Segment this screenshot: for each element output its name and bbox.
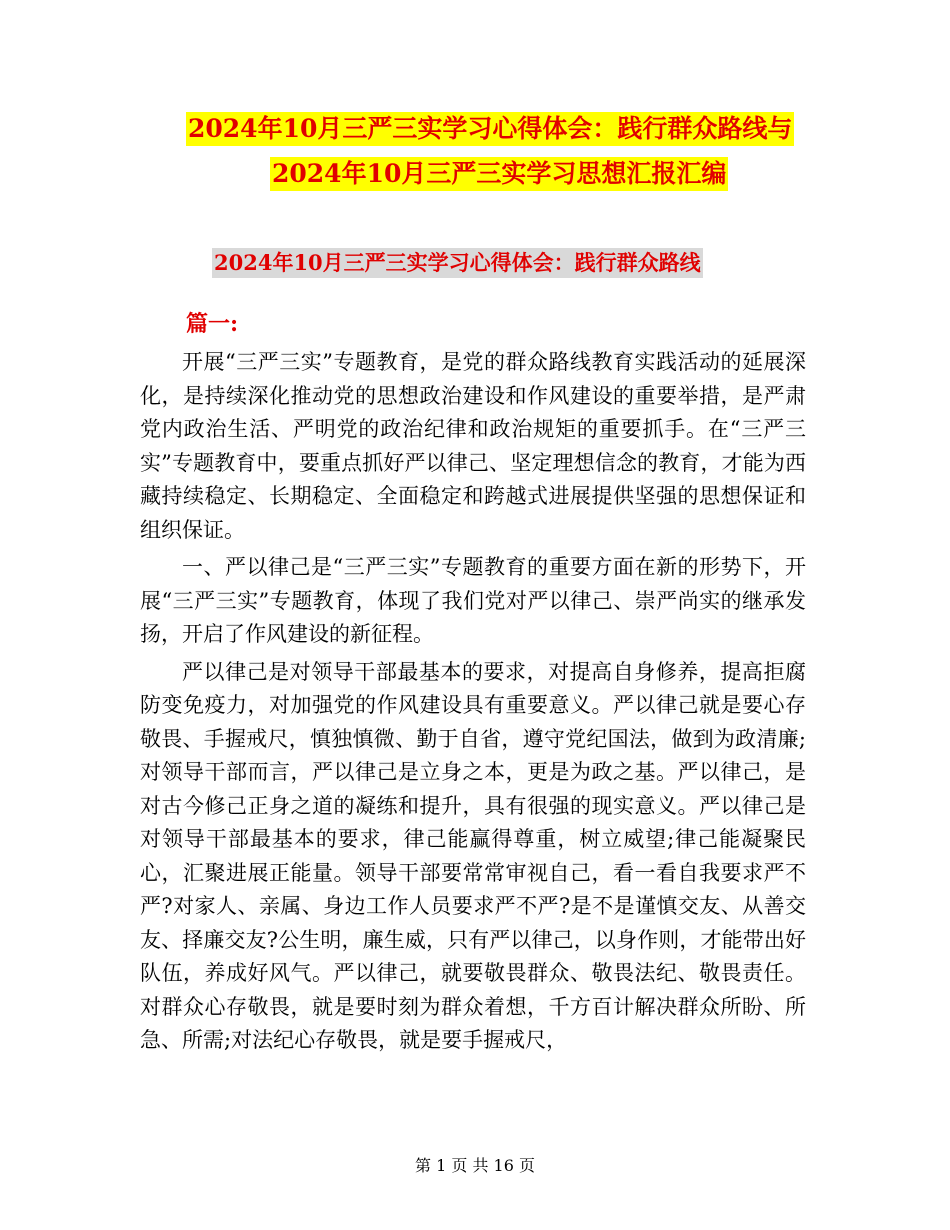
- body-text: [140, 346, 806, 1058]
- section-label: 篇一:: [186, 311, 239, 337]
- paragraph-2: 一、严以律己是“三严三实”专题教育的重要方面在新的形势下，开展“三严三实”专题教育，体现了我们党对严以律己、崇严尚实的继承发扬，开启了作风建设的新征程。: [140, 555, 806, 646]
- page-footer: 第 1 页 共 16 页: [415, 1156, 535, 1175]
- section-heading: 2024年10月三严三实学习心得体会：践行群众路线: [212, 248, 703, 278]
- paragraph-1: 开展“三严三实”专题教育，是党的群众路线教育实践活动的延展深化，是持续深化推动党的思想政治建设和作风建设的重要举措，是严肃党内政治生活、严明党的政治纪律和政治规矩的重要抓手。在“三严三实”专题教育中，要重点抓好严以律己、坚定理想信念的教育，才能为西藏持续稳定、长期稳定、全面稳定和跨越式进展提供坚强的思想保证和组织保证。: [140, 350, 806, 542]
- title-line-1: 2024年10月三严三实学习心得体会：践行群众路线与: [186, 112, 794, 146]
- paragraph-3: 严以律己是对领导干部最基本的要求，对提高自身修养，提高拒腐防变免疫力，对加强党的作风建设具有重要意义。严以律己就是要心存敬畏、手握戒尺，慎独慎微、勤于自省，遵守党纪国法，做到为政清廉;对领导干部而言，严以律己是立身之本，更是为政之基。严以律己，是对古今修己正身之道的凝练和提升，具有很强的现实意义。严以律己是对领导干部最基本的要求，律己能赢得尊重，树立威望;律己能凝聚民心，汇聚进展正能量。领导干部要常常审视自己，看一看自我要求严不严?对家人、亲属、身边工作人员要求严不严?是不是谨慎交友、从善交友、择廉交友?公生明，廉生威，只有严以律己，以身作则，才能带出好队伍，养成好风气。严以律己，就要敬畏群众、敬畏法纪、敬畏责任。对群众心存敬畏，就是要时刻为群众着想，千方百计解决群众所盼、所急、所需;对法纪心存敬畏，就是要手握戒尺，: [140, 659, 806, 1052]
- title-line-2: 2024年10月三严三实学习思想汇报汇编: [270, 157, 728, 191]
